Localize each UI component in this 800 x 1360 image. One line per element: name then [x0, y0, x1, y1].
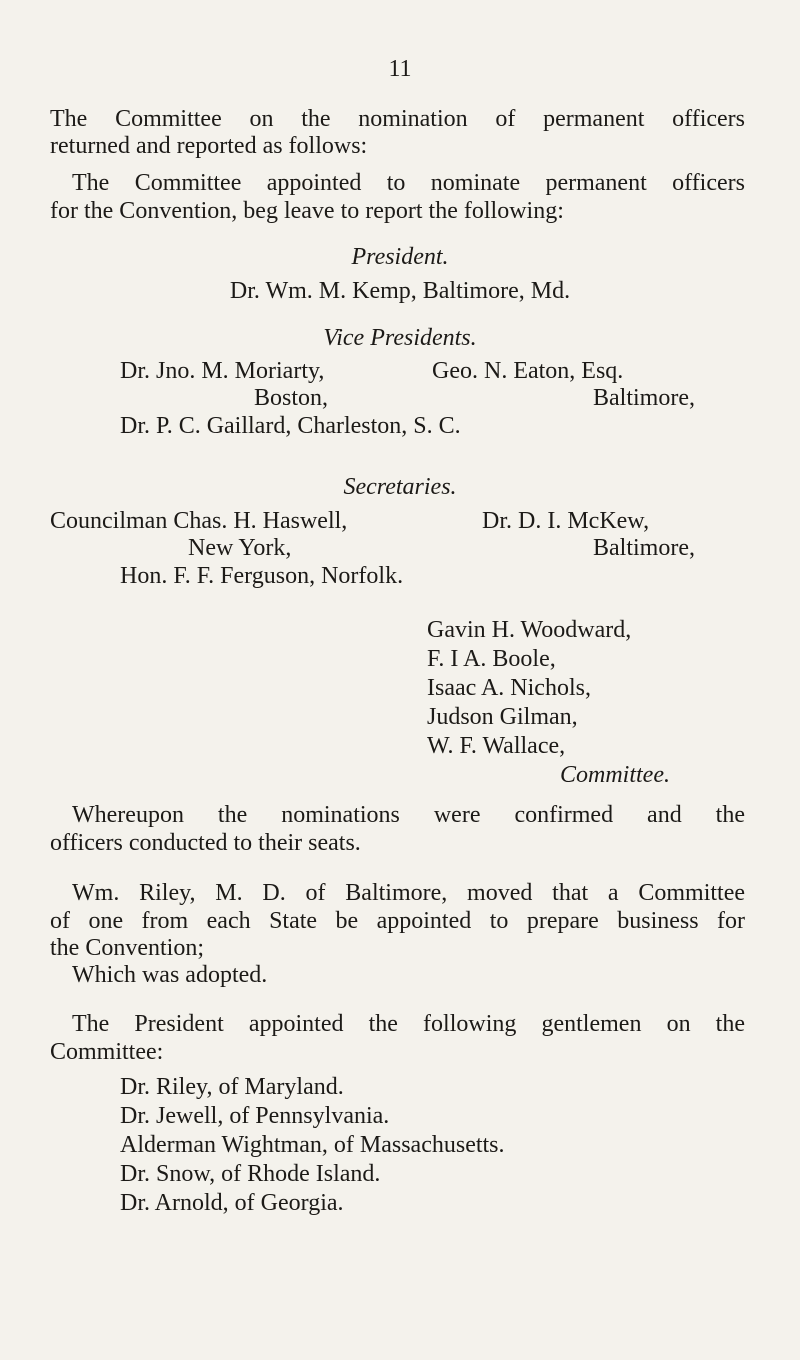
sec-row2-right: Baltimore, — [593, 535, 695, 561]
sec-row2-left: New York, — [188, 535, 292, 561]
member-5: Dr. Arnold, of Georgia. — [120, 1190, 344, 1216]
committee-label: Committee. — [560, 762, 670, 788]
vp-row2-right: Baltimore, — [593, 385, 695, 411]
adopted-line: Which was adopted. — [72, 962, 268, 988]
vp-row2-left: Boston, — [254, 385, 329, 411]
president-line: Dr. Wm. M. Kemp, Baltimore, Md. — [229, 278, 571, 304]
sec-row3: Hon. F. F. Ferguson, Norfolk. — [120, 563, 404, 589]
motion-line-3: the Convention; — [50, 935, 204, 961]
motion-line-2: of one from each State be appointed to prepare business for — [50, 908, 745, 934]
member-2: Dr. Jewell, of Pennsylvania. — [120, 1103, 390, 1129]
signature-4: Judson Gilman, — [427, 704, 578, 730]
report-line-1: The Committee appointed to nominate permanent officers — [72, 170, 745, 196]
appointed-line-2: Committee: — [50, 1039, 164, 1065]
whereupon-line-2: officers conducted to their seats. — [50, 830, 361, 856]
intro-line-2: returned and reported as follows: — [50, 133, 368, 159]
signature-3: Isaac A. Nichols, — [427, 675, 591, 701]
vp-row3: Dr. P. C. Gaillard, Charleston, S. C. — [120, 413, 461, 439]
sec-row1-right: Dr. D. I. McKew, — [482, 508, 650, 534]
intro-line-1: The Committee on the nomination of permanent officers — [50, 106, 745, 132]
secretaries-heading: Secretaries. — [343, 474, 457, 500]
signature-5: W. F. Wallace, — [427, 733, 566, 759]
signature-2: F. I A. Boole, — [427, 646, 556, 672]
president-heading: President. — [351, 244, 449, 270]
member-4: Dr. Snow, of Rhode Island. — [120, 1161, 381, 1187]
vp-row1-right: Geo. N. Eaton, Esq. — [432, 358, 624, 384]
sec-row1-left: Councilman Chas. H. Haswell, — [50, 508, 348, 534]
whereupon-line-1: Whereupon the nominations were confirmed and the — [72, 802, 745, 828]
appointed-line-1: The President appointed the following gentlemen on the — [72, 1011, 745, 1037]
vp-row1-left: Dr. Jno. M. Moriarty, — [120, 358, 325, 384]
report-line-2: for the Convention, beg leave to report the following: — [50, 198, 564, 224]
signature-1: Gavin H. Woodward, — [427, 617, 632, 643]
vice-presidents-heading: Vice Presidents. — [323, 325, 477, 351]
member-3: Alderman Wightman, of Massachusetts. — [120, 1132, 505, 1158]
page-number: 11 — [388, 56, 412, 82]
member-1: Dr. Riley, of Maryland. — [120, 1074, 344, 1100]
motion-line-1: Wm. Riley, M. D. of Baltimore, moved that a Committee — [72, 880, 745, 906]
